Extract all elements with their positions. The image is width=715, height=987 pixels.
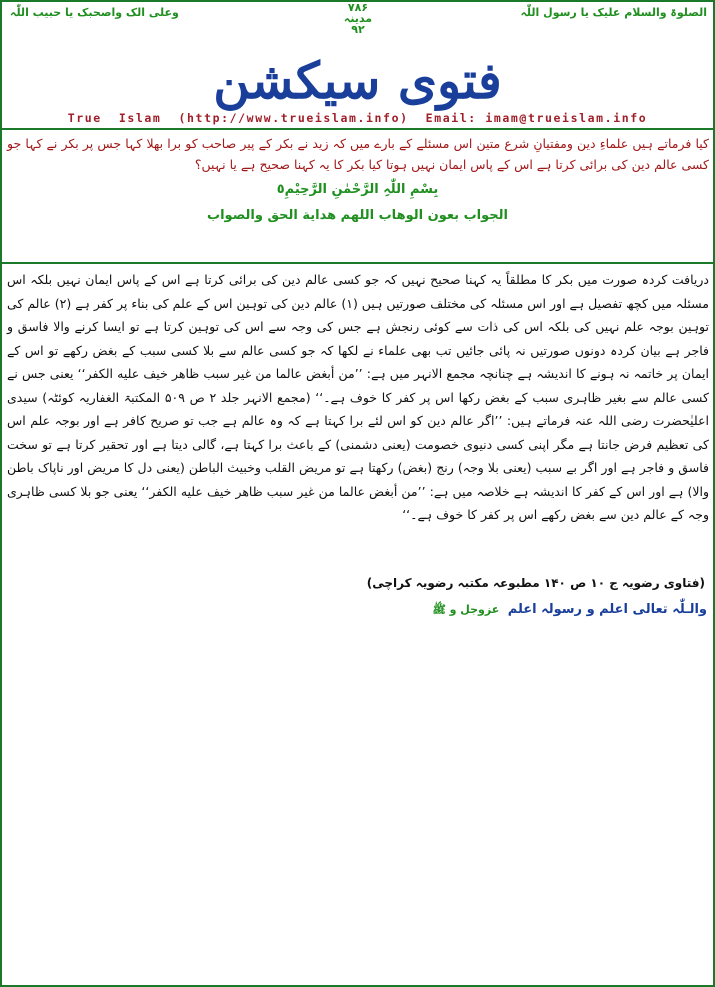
- fatwa-number-block: [330, 2, 386, 35]
- divider-answer: [2, 262, 713, 264]
- salutation-left: وعلی الک واصحبک یا حبیب اللّٰہ: [10, 6, 179, 19]
- website-email-line: True Islam (http://www.trueislam.info) Email: imam@trueislam.info: [67, 111, 648, 125]
- answer-text: دریافت کردہ صورت میں بکر کا مطلقاً یہ کہنا صحیح نہیں کہ جو کسی عالم دین کی برائی کرتا ہے اس کے پاس ایمان نہیں بلکہ اس مسئلہ میں کچھ تفصیل ہے اور اس مسئلہ کی مختلف صورتیں ہیں (۱) عالم دین کی توہین اس کے علم کی بناء پر کفر ہے (۲) عالم کی توہین بوجہ علم نہیں کی بلکہ اس کی ذات سے کوئی رنجش ہے جس کی وجہ سے اس کی توہین کرتا ہے تو ایسا کرنے والا فاسق و فاجر ہے بیان کردہ دونوں صورتیں نہ پائی جائیں تب بھی علماء نے لکھا کہ جو کسی عالم سے بلا کسی سبب کے بغض رکھے تو اس کے ایمان پر خاتمہ نہ ہونے کا اندیشہ ہے چنانچہ مجمع الانہر میں ہے: ’’من أبغض عالما من غير سبب ظاهر خيف عليه الكفر‘‘ یعنی جس نے کسی عالم سے بغیر ظاہری سبب کے بغض رکھا اس پر کفر کا خوف ہے۔‘‘ (مجمع الانہر جلد ۲ ص ۵۰۹ المکتبۃ الغفاریہ کوئٹہ) سیدی اعلیٰحضرت رضی اللہ عنہ فرماتے ہیں: ’’اگر عالم دین کو اس لئے برا کہتا ہے کہ وہ عالم ہے جب تو صریح کافر ہے اور بوجہ علم اس کی تعظیم فرض جانتا ہے مگر اپنی کسی دنیوی خصومت (یعنی دشمنی) کے باعث برا کہتا ہے، گالی دیتا ہے اور تحقیر کرتا ہے تو سخت فاسق و فاجر ہے اور اگر بے سبب (یعنی بلا وجہ) رنج (بغض) رکھتا ہے تو مریض القلب وخبیث الباطن (یعنی دل کا مریض اور ناپاک باطن والا) ہے اور اس کے کفر کا اندیشہ ہے خلاصہ میں ہے: ’’من أبغض عالما من غير سبب ظاهر خيف عليه الكفر‘‘ یعنی جو بلا کسی ظاہری وجہ کے عالم دین سے بغض رکھے اس پر کفر کا خوف ہے۔‘‘: [7, 272, 709, 522]
- closing-text: والـلّٰہ تعالی اعلم و رسولہ اعلم: [507, 602, 707, 617]
- salutation-right: الصلوۃ والسلام علیک یا رسول اللّٰہ: [520, 6, 707, 19]
- fatwa-number: ۷۸۶: [347, 1, 369, 14]
- reference-citation: (فتاوی رضویہ ج ۱۰ ص ۱۴۰ مطبوعہ مکتبہ رضویہ کراچی): [366, 576, 705, 590]
- page-title: فتوی سیکشن: [213, 51, 502, 110]
- honorific: عزوجل و ﷺ: [432, 603, 500, 616]
- basmala: بِسْمِ اللّٰہِ الرَّحْمٰنِ الرَّحِیْمِ٥: [276, 182, 439, 197]
- answer-heading: الجواب بعون الوهاب اللهم هداية الحق والصواب: [207, 208, 508, 223]
- question-text: کیا فرماتے ہیں علماءِ دین ومفتیانِ شرع متین اس مسئلے کے بارے میں کہ زید نے بکر کے پیر صاحب کو برا بھلا کہا جس پر بکر نے کہا جو کسی عالم دین کی برائی کرتا ہے اس کے پاس ایمان نہیں ہوتا کیا بکر کا یہ کہنا صحیح ہے یا نہیں؟: [7, 136, 709, 172]
- section-word: مدینہ: [343, 12, 373, 25]
- closing-line: [433, 602, 708, 619]
- divider-top: [2, 128, 713, 130]
- number-bottom: ۹۲: [351, 23, 365, 36]
